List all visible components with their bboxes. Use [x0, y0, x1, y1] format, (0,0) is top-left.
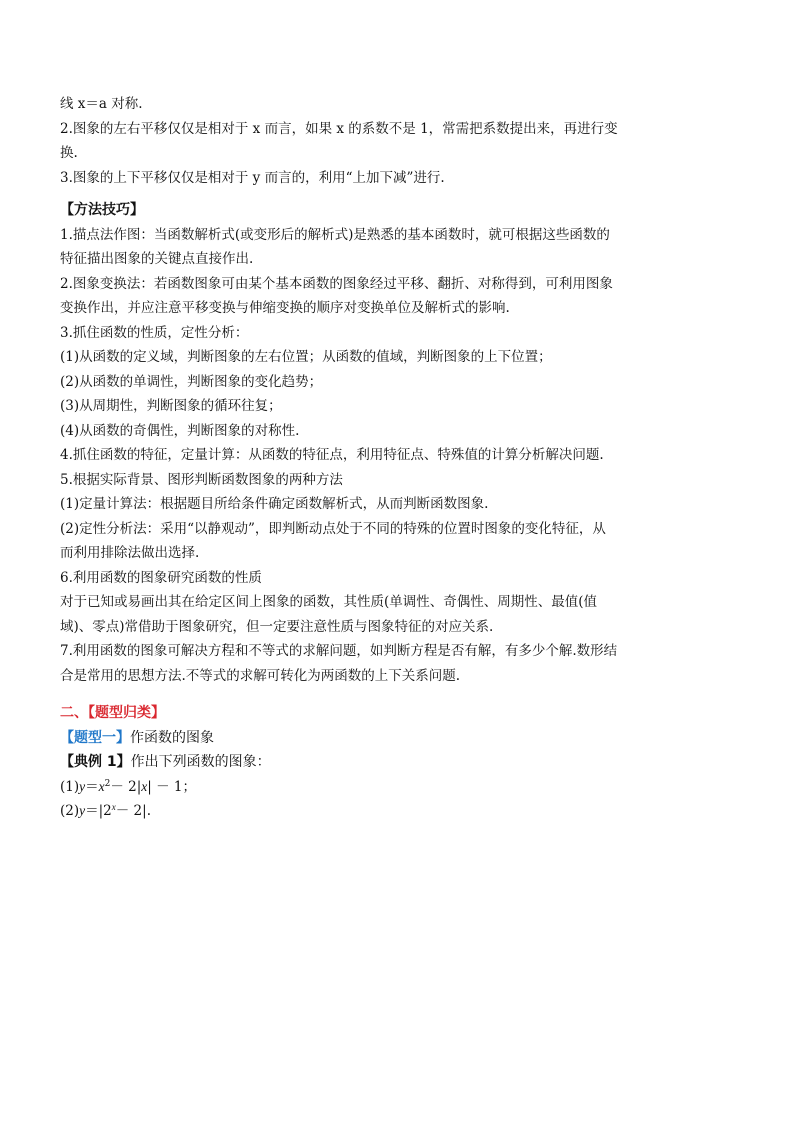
formula-line-2: $(2)y=|2^x- 2|$. [60, 802, 151, 819]
text-line: 3.图象的上下平移仅仅是相对于 y 而言的，利用“上加下减”进行. [60, 169, 445, 186]
formula-line-1: $(1)y=x^2- 2|x| - 1$； [60, 778, 197, 795]
text-line: (3)从周期性，判断图象的循环往复； [60, 398, 282, 414]
text-line: 合是常用的思想方法.不等式的求解可转化为两函数的上下关系问题. [60, 667, 461, 684]
example-text: 作出下列函数的图象： [130, 754, 271, 770]
text-line: 1.描点法作图：当函数解析式(或变形后的解析式)是熟悉的基本函数时，就可根据这些函数的 [60, 226, 610, 243]
method-heading: 【方法技巧】 [60, 202, 144, 218]
text-line: 特征描出图象的关键点直接作出. [60, 251, 254, 267]
text-line: 2.图象的左右平移仅仅是相对于 x 而言，如果 x 的系数不是 1，常需把系数提出来，再进行变 [60, 120, 618, 137]
type-heading [60, 726, 736, 751]
text-line: 2.图象变换法：若函数图象可由某个基本函数的图象经过平移、翻折、对称得到，可利用图象 [60, 275, 613, 292]
document-content [60, 92, 736, 824]
section-prefix: 二、 [60, 705, 88, 721]
text-line: 6.利用函数的图象研究函数的性质 [60, 569, 262, 586]
text-line: 换. [60, 145, 78, 161]
text-line: 5.根据实际背景、图形判断函数图象的两种方法 [60, 471, 343, 488]
text-line: (4)从函数的奇偶性，判断图象的对称性. [60, 422, 300, 439]
text-line: (2)定性分析法：采用“以静观动”，即判断动点处于不同的特殊的位置时图象的变化特征，从 [60, 520, 606, 537]
section-heading [60, 701, 736, 726]
section-title: 【题型归类】 [88, 705, 165, 721]
example-heading [60, 750, 736, 775]
example-tag: 【典例 1】 [60, 754, 131, 770]
text-line: 7.利用函数的图象可解决方程和不等式的求解问题，如判断方程是否有解，有多少个解.数形结 [60, 643, 618, 659]
text-line: 域)、零点)常借助于图象研究，但一定要注意性质与图象特征的对应关系. [60, 618, 494, 635]
text-line: 对于已知或易画出其在给定区间上图象的函数，其性质(单调性、奇偶性、周期性、最值(值 [60, 594, 598, 610]
text-line: (1)从函数的定义域，判断图象的左右位置；从函数的值域，判断图象的上下位置； [60, 349, 552, 365]
text-line: 4.抓住函数的特征，定量计算：从函数的特征点，利用特征点、特殊值的计算分析解决问题. [60, 447, 604, 463]
type-tag: 【题型一】 [60, 729, 130, 746]
text-line: 3.抓住函数的性质，定性分析： [60, 324, 249, 341]
text-line: 变换作出，并应注意平移变换与伸缩变换的顺序对变换单位及解析式的影响. [60, 300, 510, 316]
type-title: 作函数的图象 [130, 729, 214, 746]
text-line: (1)定量计算法：根据题目所给条件确定函数解析式，从而判断函数图象. [60, 496, 489, 512]
text-line: (2)从函数的单调性，判断图象的变化趋势； [60, 373, 323, 390]
text-line: 线 x＝a 对称. [60, 96, 143, 112]
text-line: 而利用排除法做出选择. [60, 545, 200, 561]
